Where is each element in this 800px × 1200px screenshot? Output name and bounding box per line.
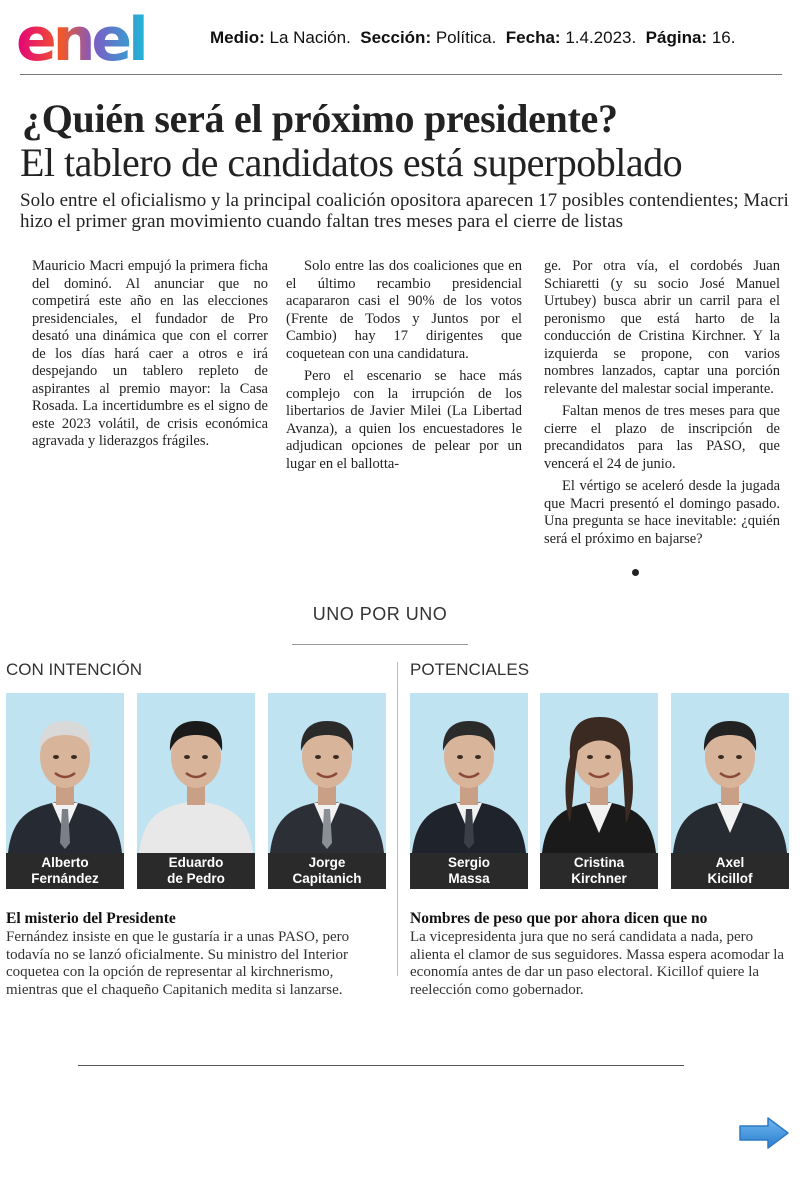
eye-shape bbox=[184, 755, 190, 759]
candidate-first-name: Eduardo bbox=[168, 855, 224, 870]
eye-shape bbox=[202, 755, 208, 759]
publication-meta bbox=[210, 28, 735, 48]
end-mark-icon bbox=[632, 569, 639, 576]
group-title-potenciales: POTENCIALES bbox=[410, 660, 530, 679]
suit-shape bbox=[139, 801, 253, 853]
eye-shape bbox=[475, 755, 481, 759]
candidate-photo bbox=[671, 693, 789, 853]
candidate-last-name: Kirchner bbox=[571, 871, 627, 886]
candidate-card bbox=[671, 693, 789, 889]
header-divider bbox=[20, 74, 782, 75]
candidate-name bbox=[671, 853, 789, 889]
candidate-card bbox=[268, 693, 386, 889]
candidate-name bbox=[268, 853, 386, 889]
fecha-label: Fecha: bbox=[505, 28, 561, 47]
eye-shape bbox=[457, 755, 463, 759]
candidate-photo bbox=[410, 693, 528, 853]
seccion-label: Sección: bbox=[360, 28, 432, 47]
candidate-card bbox=[410, 693, 528, 889]
right-arrow-icon[interactable] bbox=[738, 1116, 790, 1150]
article-column-2 bbox=[286, 258, 522, 473]
eye-shape bbox=[71, 755, 77, 759]
candidate-photo bbox=[540, 693, 658, 853]
candidate-first-name: Sergio bbox=[447, 855, 490, 870]
eye-shape bbox=[736, 755, 742, 759]
headline: ¿Quién será el próximo presidente? bbox=[22, 96, 618, 141]
section-divider bbox=[292, 644, 468, 645]
subheadline: Solo entre el oficialismo y la principal coalición opositora aparecen 17 posibles contendientes; Macri hizo el primer gran movimiento cuando faltan tres meses para el cierre de listas bbox=[20, 190, 789, 232]
eye-shape bbox=[605, 755, 611, 759]
candidate-photo bbox=[268, 693, 386, 853]
headline-secondary: El tablero de candidatos está superpoblado bbox=[20, 140, 683, 185]
article-column-3 bbox=[544, 258, 780, 548]
pagina-label: Página: bbox=[645, 28, 708, 47]
candidate-card bbox=[540, 693, 658, 889]
candidate-last-name: Massa bbox=[448, 871, 490, 886]
candidate-name bbox=[540, 853, 658, 889]
section-title: UNO POR UNO bbox=[312, 604, 448, 624]
candidate-last-name: Kicillof bbox=[707, 871, 753, 886]
medio-label: Medio: bbox=[210, 28, 265, 47]
pagina-value: 16. bbox=[711, 28, 736, 47]
candidate-first-name: Cristina bbox=[573, 855, 625, 870]
caption-title-left: El misterio del Presidente bbox=[6, 910, 176, 927]
candidate-photo bbox=[137, 693, 255, 853]
logo-text: enel bbox=[16, 5, 145, 68]
candidate-photo bbox=[6, 693, 124, 853]
paragraph: Faltan menos de tres meses para que cierre el plazo de inscripción de precandidatos para las PASO, que vencerá el 24 de junio. bbox=[544, 403, 780, 472]
candidate-last-name: Fernández bbox=[31, 871, 99, 886]
candidate-last-name: Capitanich bbox=[292, 871, 362, 886]
eye-shape bbox=[333, 755, 339, 759]
eye-shape bbox=[587, 755, 593, 759]
caption-title-right: Nombres de peso que por ahora dicen que no bbox=[410, 910, 708, 927]
paragraph: Pero el escenario se hace más complejo con la irrupción de los libertarios de Javier Milei (La Libertad Avanza), a quien los encuestadores le adjudican opciones de pelear por un lugar en el ballotta- bbox=[286, 368, 522, 472]
candidate-name bbox=[6, 853, 124, 889]
footer-divider bbox=[78, 1065, 684, 1066]
candidate-first-name: Axel bbox=[715, 855, 745, 870]
paragraph: El vértigo se aceleró desde la jugada que Macri presentó el domingo pasado. Una pregunta se hace inevitable: ¿quién será el próximo en bajarse? bbox=[544, 478, 780, 547]
eye-shape bbox=[53, 755, 59, 759]
fecha-value: 1.4.2023. bbox=[565, 28, 637, 47]
candidate-name bbox=[410, 853, 528, 889]
enel-logo bbox=[14, 4, 184, 68]
candidate-last-name: de Pedro bbox=[167, 871, 225, 886]
group-title-con-intencion: CON INTENCIÓN bbox=[6, 660, 142, 679]
paragraph: Mauricio Macri empujó la primera ficha del dominó. Al anunciar que no competirá este año en las elecciones presidenciales, el fundador de Pro desató una dinámica que con el correr de los días hará caer a otros e irá despejando un tablero repleto de aspirantes al premio mayor: la Casa Rosada. La incertidumbre es el signo de este 2023 volátil, de crisis económica agravada y liderazgos frágiles. bbox=[32, 258, 268, 449]
eye-shape bbox=[718, 755, 724, 759]
eye-shape bbox=[315, 755, 321, 759]
candidate-first-name: Jorge bbox=[308, 855, 346, 870]
caption-text-left: Fernández insiste en que le gustaría ir a unas PASO, pero todavía no se lanzó oficialmente. Su ministro del Interior coquetea con la opción de representar al kirchnerismo, mientras que el chaqueño Capitanich medita si lanzarse. bbox=[6, 929, 350, 998]
candidate-name bbox=[137, 853, 255, 889]
article-column-1 bbox=[32, 258, 268, 451]
candidate-card bbox=[6, 693, 124, 889]
group-divider bbox=[397, 662, 398, 976]
seccion-value: Política. bbox=[435, 28, 497, 47]
caption-text-right: La vicepresidenta jura que no será candidata a nada, pero alienta el clamor de sus seguidores. Massa espera acomodar la economía antes de dar un paso electoral. Kicillof quiere la reelección como gobernador. bbox=[410, 929, 785, 998]
candidate-card bbox=[137, 693, 255, 889]
candidate-first-name: Alberto bbox=[41, 855, 89, 870]
medio-value: La Nación. bbox=[269, 28, 351, 47]
paragraph: ge. Por otra vía, el cordobés Juan Schiaretti (y su socio José Manuel Urtubey) busca abrir un carril para el peronismo que está harto de la conducción de Cristina Kirchner. Y la izquierda se propone, con varios nombres lanzados, captar una porción relevante del malestar social imperante. bbox=[544, 258, 780, 397]
paragraph: Solo entre las dos coaliciones que en el último recambio presidencial acapararon casi el 90% de los votos (Frente de Todos y Juntos por el Cambio) hay 17 dirigentes que coquetean con una candidatura. bbox=[286, 258, 522, 362]
